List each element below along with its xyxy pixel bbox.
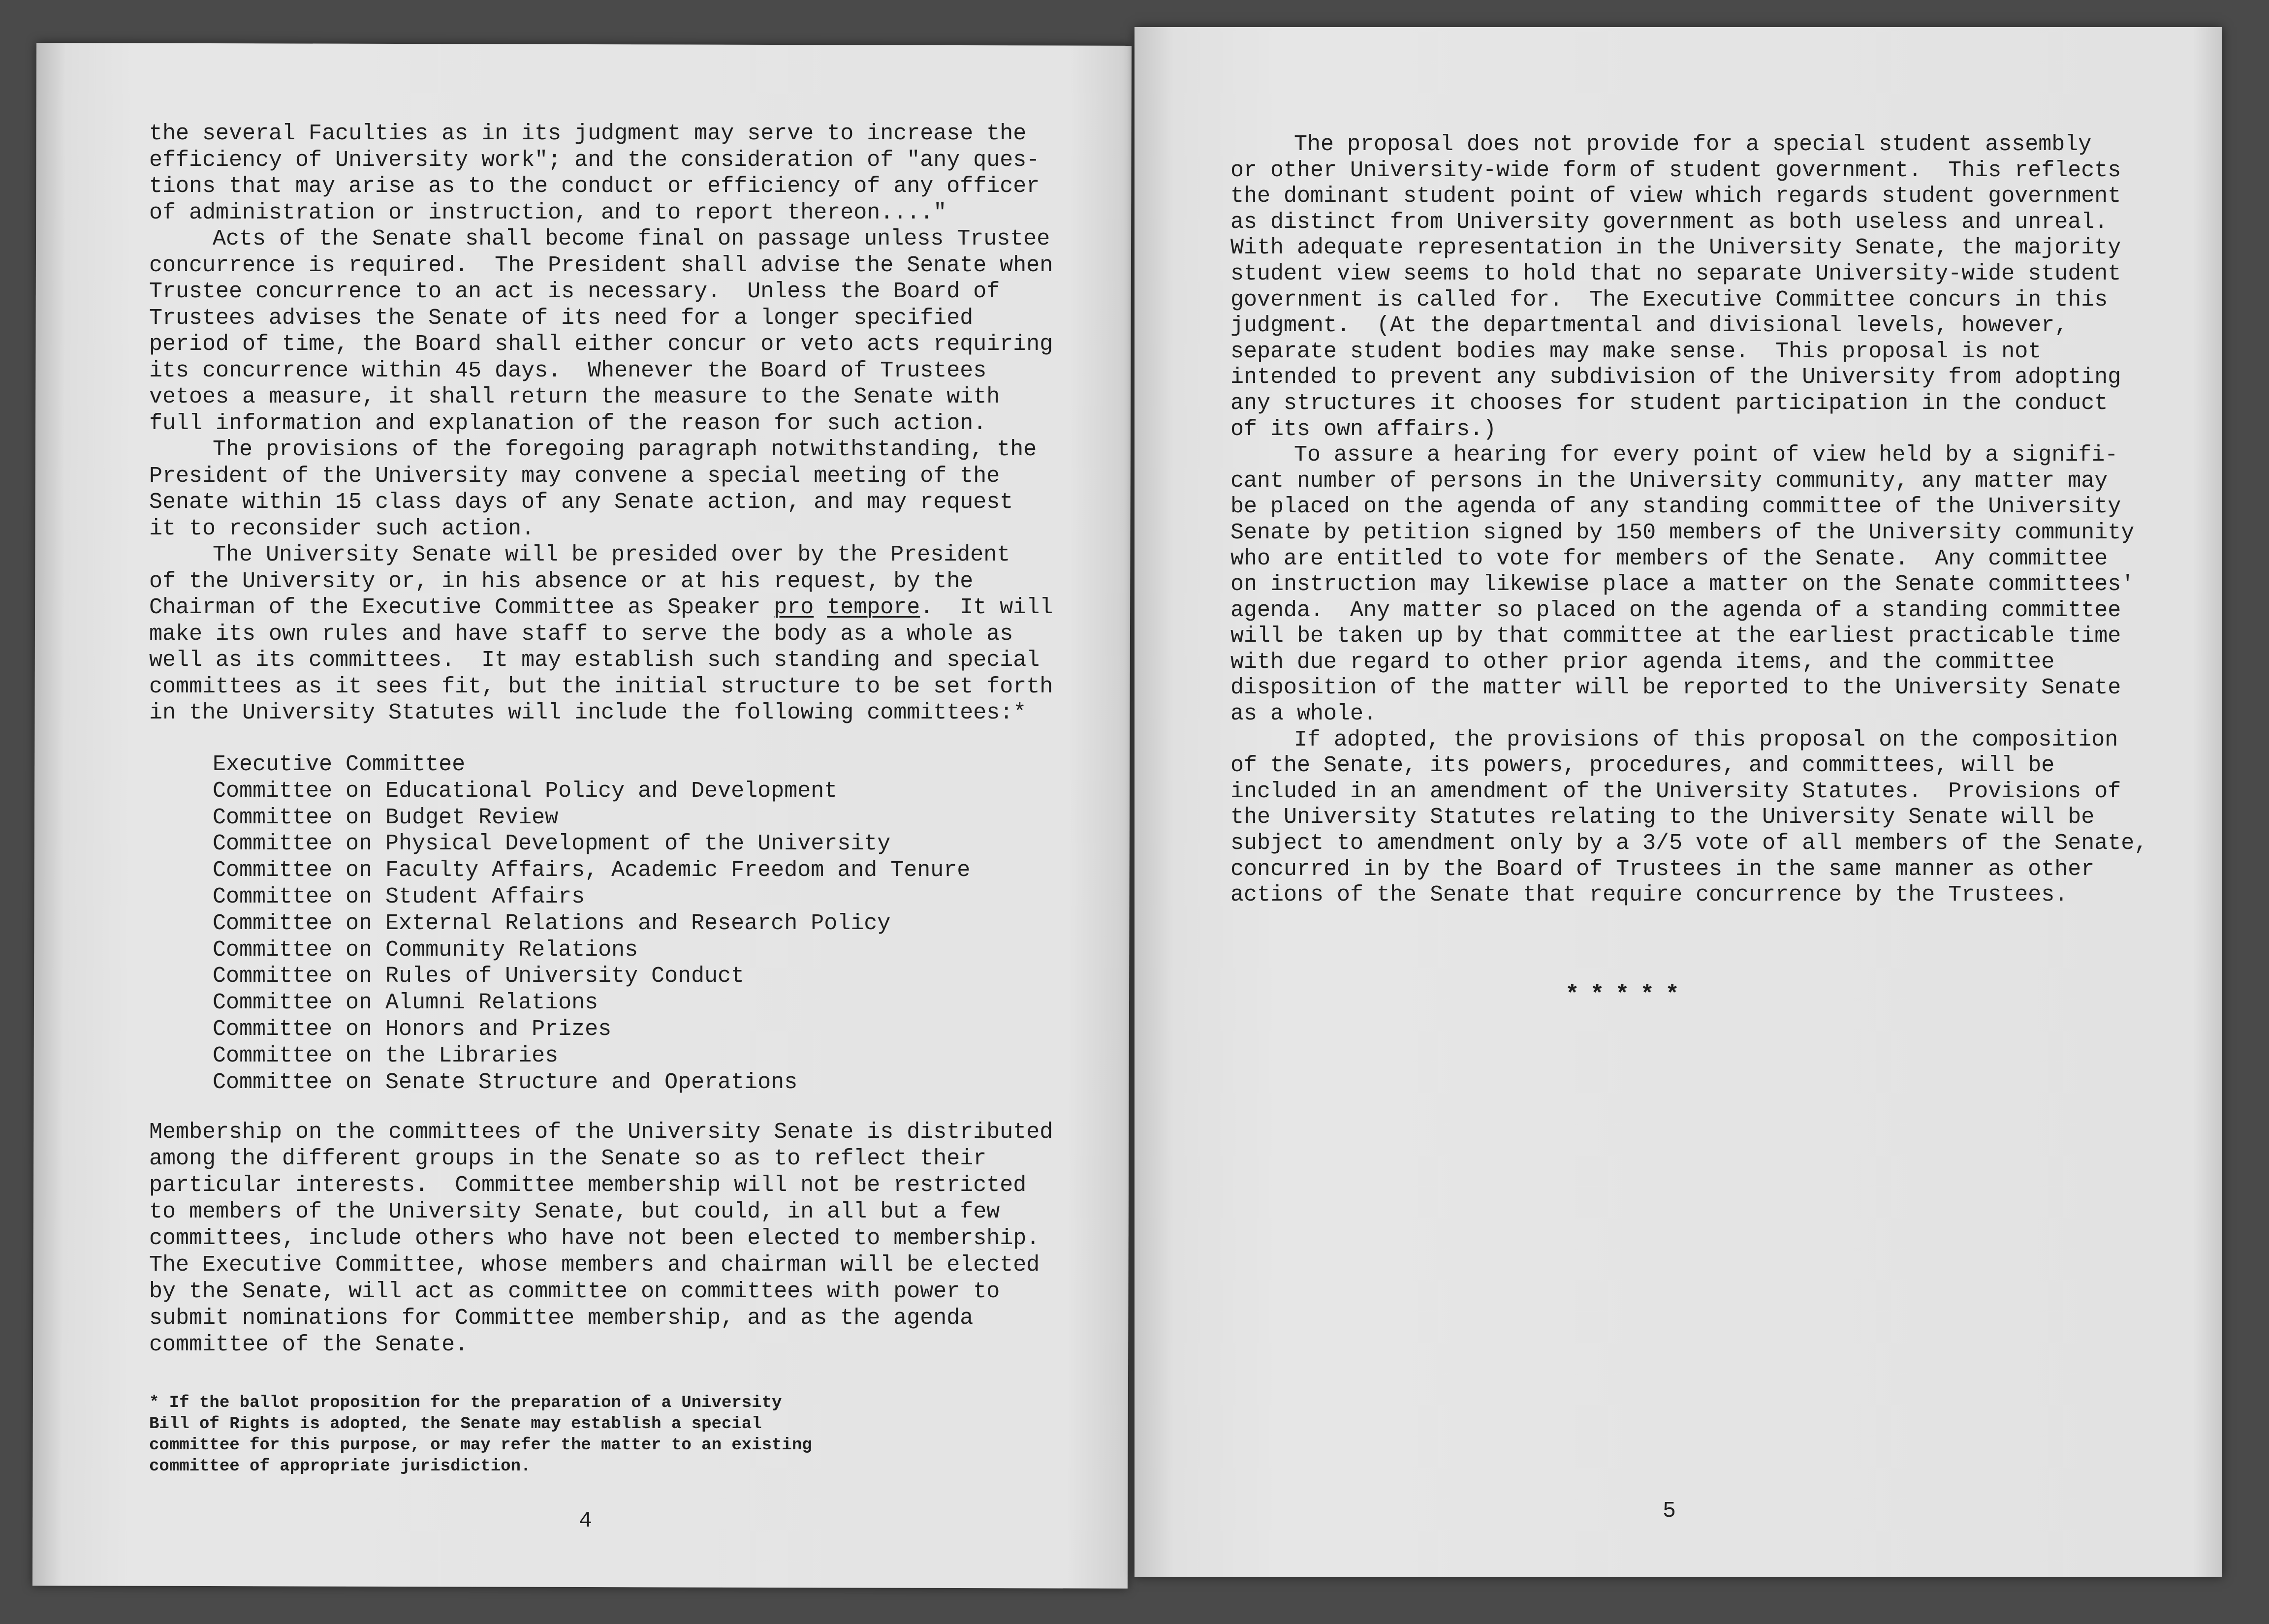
text-line: its concurrence within 45 days. Whenever the Board of Trustees — [149, 358, 987, 383]
text-line: cant number of persons in the University community, any matter may — [1230, 468, 2108, 494]
text-line: of its own affairs.) — [1230, 416, 1497, 442]
committee-item: Committee on Senate Structure and Operations — [213, 1069, 798, 1095]
text-line: Trustee concurrence to an act is necessary. Unless the Board of — [149, 279, 1000, 304]
committee-item: Committee on Physical Development of the University — [213, 831, 891, 857]
text-line: be placed on the agenda of any standing committee of the University — [1230, 494, 2121, 520]
committee-list — [213, 751, 970, 1095]
committee-item: Committee on the Libraries — [213, 1043, 559, 1068]
text-line — [149, 594, 1053, 621]
text-line: of the Senate, its powers, procedures, and committees, will be — [1230, 753, 2055, 779]
page-number-right: 5 — [1663, 1499, 1676, 1524]
text-line: any structures it chooses for student participation in the conduct — [1230, 390, 2108, 416]
text-line: it to reconsider such action. — [149, 516, 535, 541]
text-line: Senate by petition signed by 150 members of the University community — [1230, 520, 2135, 545]
text-line: With adequate representation in the University Senate, the majority — [1230, 235, 2121, 261]
text-line: vetoes a measure, it shall return the measure to the Senate with — [149, 384, 1000, 409]
footnote — [149, 1393, 812, 1477]
text-segment: Chairman of the Executive Committee as Speaker — [149, 595, 774, 620]
committee-item: Committee on Community Relations — [213, 937, 638, 963]
text-line: well as its committees. It may establish such standing and special — [149, 648, 1040, 673]
membership-paragraph — [149, 1119, 1053, 1358]
text-line: actions of the Senate that require concurrence by the Trustees. — [1230, 882, 2068, 908]
underlined-word: pro — [774, 595, 814, 620]
text-line: particular interests. Committee membership will not be restricted — [149, 1173, 1027, 1198]
text-line: among the different groups in the Senate so as to reflect their — [149, 1146, 987, 1171]
underlined-word: tempore — [827, 595, 920, 620]
text-line: the several Faculties as in its judgment may serve to increase the — [149, 121, 1027, 146]
footnote-line: committee of appropriate jurisdiction. — [149, 1457, 531, 1476]
text-line: student view seems to hold that no separate University-wide student — [1230, 261, 2121, 286]
text-line: as a whole. — [1230, 701, 1377, 727]
text-line: The Executive Committee, whose members and chairman will be elected — [149, 1252, 1040, 1278]
text-line: period of time, the Board shall either concur or veto acts requiring — [149, 332, 1053, 357]
text-line: intended to prevent any subdivision of the University from adopting — [1230, 365, 2121, 390]
committee-item: Committee on Faculty Affairs, Academic Freedom and Tenure — [213, 858, 971, 883]
text-line: or other University-wide form of student government. This reflects — [1230, 157, 2121, 183]
text-line: of administration or instruction, and to report thereon...." — [149, 200, 947, 225]
text-line: make its own rules and have staff to serve the body as a whole as — [149, 621, 1013, 647]
text-line: To assure a hearing for every point of view held by a signifi- — [1294, 442, 2118, 468]
text-line: will be taken up by that committee at the earliest practicable time — [1230, 624, 2121, 649]
text-line: submit nominations for Committee membership, and as the agenda — [149, 1306, 974, 1331]
committee-item: Committee on Budget Review — [213, 805, 559, 830]
text-line: the dominant student point of view which regards student government — [1230, 184, 2121, 209]
committee-item: Committee on Student Affairs — [213, 884, 585, 909]
text-line: included in an amendment of the University Statutes. Provisions of — [1230, 779, 2121, 804]
committee-item: Committee on External Relations and Research Policy — [213, 910, 891, 936]
text-line: government is called for. The Executive Committee concurs in this — [1230, 287, 2108, 312]
text-line: in the University Statutes will include the following committees:* — [149, 700, 1027, 725]
text-line: Senate within 15 class days of any Senate action, and may request — [149, 490, 1013, 515]
text-line: concurred in by the Board of Trustees in the same manner as other — [1230, 856, 2095, 882]
committee-item: Committee on Rules of University Conduct — [213, 964, 745, 989]
text-line: efficiency of University work"; and the consideration of "any ques- — [149, 147, 1040, 173]
text-line: by the Senate, will act as committee on committees with power to — [149, 1279, 1000, 1304]
text-line: judgment. (At the departmental and divisional levels, however, — [1230, 313, 2068, 339]
text-line: to members of the University Senate, but could, in all but a few — [149, 1199, 1000, 1224]
text-line: If adopted, the provisions of this proposal on the composition — [1294, 727, 2118, 752]
text-line: The proposal does not provide for a special student assembly — [1294, 132, 2092, 157]
footnote-line: Bill of Rights is adopted, the Senate may establish a special — [149, 1415, 762, 1434]
footnote-line: * If the ballot proposition for the preparation of a University — [149, 1394, 782, 1412]
text-line: concurrence is required. The President shall advise the Senate when — [149, 252, 1053, 278]
footnote-line: committee for this purpose, or may refer the matter to an existing — [149, 1436, 812, 1455]
text-line: The provisions of the foregoing paragraph notwithstanding, the — [213, 437, 1037, 462]
committee-item: Committee on Alumni Relations — [213, 990, 599, 1016]
text-line: Trustees advises the Senate of its need for a longer specified — [149, 305, 974, 331]
text-line: The University Senate will be presided over by the President — [213, 542, 1010, 567]
text-line: committees as it sees fit, but the initial structure to be set forth — [149, 674, 1053, 699]
text-line: Membership on the committees of the University Senate is distributed — [149, 1120, 1053, 1145]
committee-item: Executive Committee — [213, 752, 466, 777]
committee-item: Committee on Educational Policy and Development — [213, 778, 838, 804]
text-line: on instruction may likewise place a matter on the Senate committees' — [1230, 572, 2135, 597]
text-line: of the University or, in his absence or at his request, by the — [149, 568, 974, 594]
text-line: committees, include others who have not been elected to membership. — [149, 1226, 1040, 1251]
text-line: agenda. Any matter so placed on the agenda of a standing committee — [1230, 597, 2121, 623]
text-line: full information and explanation of the reason for such action. — [149, 410, 987, 436]
text-line: separate student bodies may make sense. This proposal is not — [1230, 339, 2042, 364]
text-line: tions that may arise as to the conduct or efficiency of any officer — [149, 174, 1040, 199]
text-line: President of the University may convene a special meeting of the — [149, 463, 1000, 489]
left-body-text — [149, 121, 1053, 726]
text-line: the University Statutes relating to the University Senate will be — [1230, 805, 2095, 830]
text-line: committee of the Senate. — [149, 1332, 469, 1357]
text-line: disposition of the matter will be reported to the University Senate — [1230, 675, 2121, 701]
text-line: who are entitled to vote for members of the Senate. Any committee — [1230, 546, 2108, 571]
section-separator: ***** — [1565, 982, 1691, 1008]
text-line: with due regard to other prior agenda items, and the committee — [1230, 649, 2055, 675]
text-segment: . It will — [920, 595, 1053, 620]
text-line: as distinct from University government as both useless and unreal. — [1230, 209, 2108, 235]
committee-item: Committee on Honors and Prizes — [213, 1016, 612, 1042]
text-line: subject to amendment only by a 3/5 vote of all members of the Senate, — [1230, 831, 2148, 856]
right-body-text — [1230, 132, 2147, 908]
text-line: Acts of the Senate shall become final on passage unless Trustee — [213, 226, 1050, 251]
page-number-left: 4 — [579, 1508, 593, 1533]
